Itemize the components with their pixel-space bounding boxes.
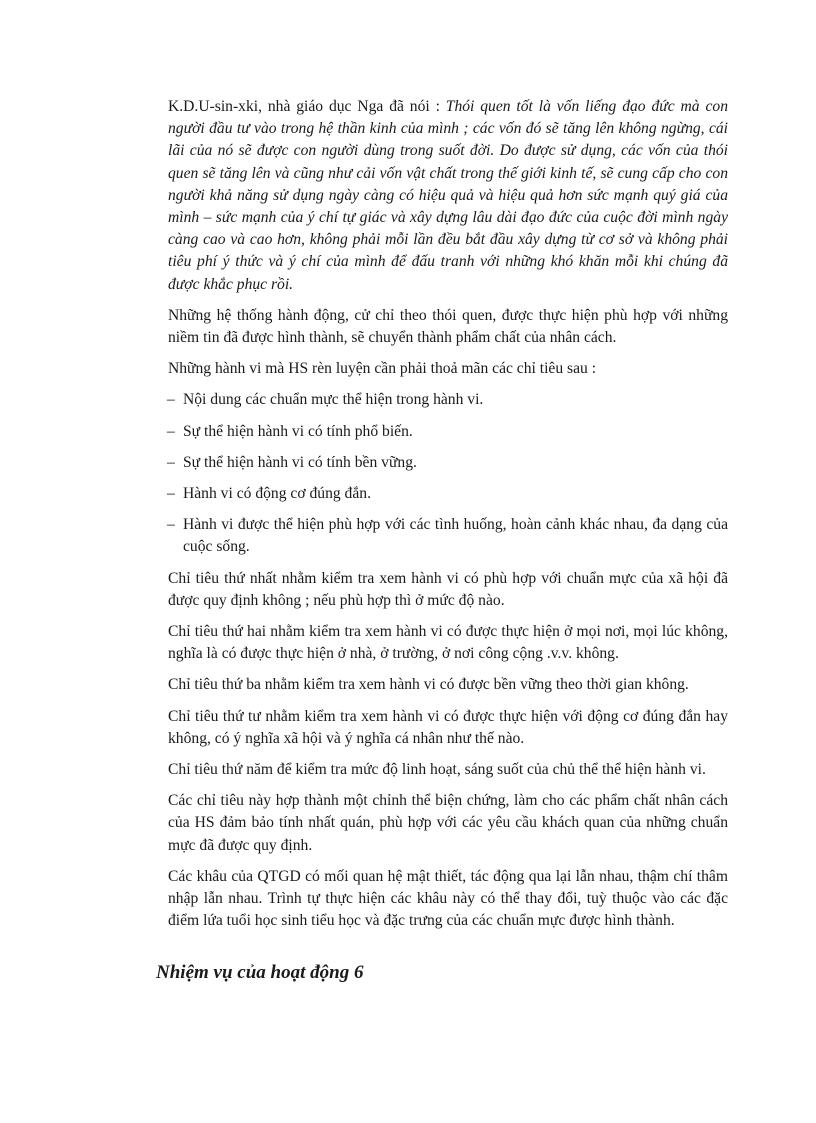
criteria-text: Sự thể hiện hành vi có tính bền vững. (183, 453, 417, 471)
stages-paragraph: Các khâu của QTGD có mối quan hệ mật thiết, tác động qua lại lẫn nhau, thậm chí thâm nhập lẫn nhau. Trình tự thực hiện các khâu này có thể thay đổi, tuỳ thuộc vào các đặc điểm lứa tuổi học sinh tiểu học và đặc trưng của các chuẩn mực được hình thành. (168, 867, 728, 930)
intro-quote-paragraph (168, 96, 728, 296)
habits-paragraph: Những hệ thống hành động, cử chỉ theo thói quen, được thực hiện phù hợp với những niềm tin đã được hình thành, sẽ chuyển thành phẩm chất của nhân cách. (168, 306, 728, 347)
criteria-list-item (168, 389, 728, 411)
document-body (168, 96, 728, 942)
first-criterion-paragraph: Chỉ tiêu thứ nhất nhằm kiểm tra xem hành vi có phù hợp với chuẩn mực của xã hội đã được quy định không ; nếu phù hợp thì ở mức độ nào. (168, 569, 728, 609)
fifth-criterion-paragraph: Chỉ tiêu thứ năm để kiểm tra mức độ linh hoạt, sáng suốt của chủ thể thể hiện hành vi. (168, 761, 706, 779)
bullet-dash: – (167, 453, 175, 471)
third-criterion-paragraph: Chỉ tiêu thứ ba nhằm kiểm tra xem hành vi có được bền vững theo thời gian không. (168, 676, 689, 694)
dialectic-paragraph: Các chỉ tiêu này hợp thành một chỉnh thể biện chứng, làm cho các phẩm chất nhân cách của HS đảm bảo tính nhất quán, phù hợp với các yêu cầu khách quan của những chuẩn mực đã được quy định. (168, 792, 728, 854)
section-heading: Nhiệm vụ của hoạt động 6 (156, 962, 364, 983)
fourth-criterion-paragraph: Chỉ tiêu thứ tư nhằm kiểm tra xem hành vi có được thực hiện với động cơ đúng đắn hay không, có ý nghĩa xã hội và ý nghĩa cá nhân như thế nào. (168, 707, 728, 747)
bullet-dash: – (167, 422, 175, 440)
criteria-list-item (168, 421, 728, 443)
bullet-dash: – (167, 516, 175, 534)
intro-prefix: K.D.U-sin-xki, nhà giáo dục Nga đã nói : (168, 98, 446, 115)
criteria-list (168, 389, 728, 558)
criteria-list-item (168, 514, 728, 558)
bullet-dash: – (167, 391, 175, 409)
criteria-list-item (168, 452, 728, 474)
criteria-text: Sự thể hiện hành vi có tính phổ biến. (183, 422, 413, 440)
criteria-text: Nội dung các chuẩn mực thể hiện trong hành vi. (183, 391, 484, 409)
bullet-dash: – (167, 485, 175, 503)
criteria-text: Hành vi có động cơ đúng đắn. (183, 485, 371, 503)
intro-quote: Thói quen tốt là vốn liếng đạo đức mà con người đầu tư vào trong hệ thần kinh của mình ; các vốn đó sẽ tăng lên không ngừng, cái lãi của nó sẽ được con người dùng trong suốt đời. Do được sử dụng, các vốn của thói quen sẽ tăng lên và cũng như cải vốn vật chất trong thế giới kinh tế, sẽ cung cấp cho con người khả năng sử dụng ngày càng có hiệu quả và hiệu quả hơn sức mạnh quý giá của mình – sức mạnh của ý chí tự giác và xây dựng lâu dài đạo đức của cuộc đời mình ngày càng cao và cao hơn, không phải mỗi lần đều bắt đầu xây dựng từ cơ sở và không phải tiêu phí ý thức và ý chí của mình để đấu tranh với những khó khăn mỗi khi chúng đã được khắc phục rồi. (168, 98, 728, 293)
second-criterion-paragraph: Chỉ tiêu thứ hai nhằm kiểm tra xem hành vi có được thực hiện ở mọi nơi, mọi lúc không, nghĩa là có được thực hiện ở nhà, ở trường, ở nơi công cộng .v.v. không. (168, 623, 728, 663)
criteria-list-item (168, 483, 728, 505)
criteria-intro-paragraph: Những hành vi mà HS rèn luyện cần phải thoả mãn các chỉ tiêu sau : (168, 360, 597, 378)
criteria-text: Hành vi được thể hiện phù hợp với các tình huống, hoàn cảnh khác nhau, đa dạng của cuộc sống. (183, 516, 728, 556)
